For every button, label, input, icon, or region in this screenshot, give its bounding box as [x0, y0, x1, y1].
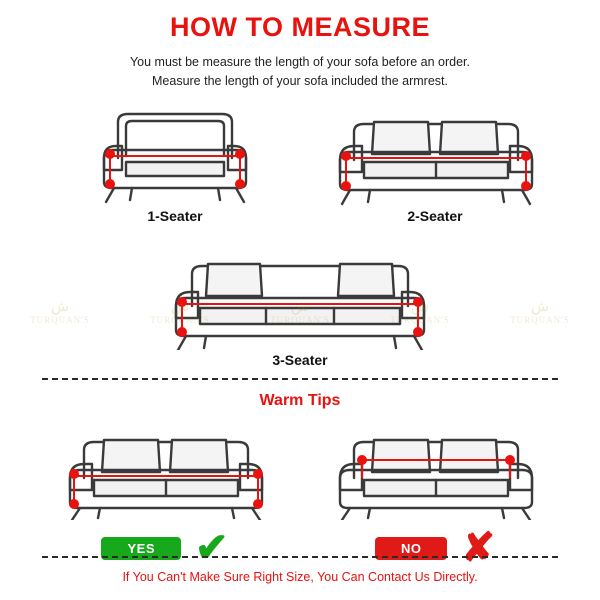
two-seater-caption: 2-Seater	[407, 208, 463, 224]
one-seater-caption: 1-Seater	[147, 208, 203, 224]
contact-note: If You Can't Make Sure Right Size, You Can Contact Us Directly.	[122, 570, 478, 584]
watermark-glyph: ش	[50, 298, 70, 315]
two-seater-illustration	[310, 96, 560, 206]
watermark-glyph: ش	[530, 298, 550, 315]
instruction-text	[70, 53, 530, 92]
divider-top	[42, 378, 558, 380]
one-seater-illustration	[60, 96, 290, 206]
incorrect-example	[310, 420, 560, 568]
watermark-text: TURQUAN'S	[390, 314, 450, 325]
two-seater-block	[310, 96, 560, 224]
watermark-text: TURQUAN'S	[510, 314, 570, 325]
watermark-text: TURQUAN'S	[150, 314, 210, 325]
watermark-glyph: ش	[290, 298, 310, 315]
page-title: HOW TO MEASURE	[169, 12, 430, 42]
cross-icon: ✘	[461, 526, 495, 570]
correct-illustration	[40, 420, 290, 520]
instruction-line-2: Measure the length of your sofa included the armrest.	[152, 74, 448, 89]
instruction-line-1: You must be measure the length of your sofa before an order.	[129, 55, 471, 69]
incorrect-illustration	[310, 420, 560, 520]
divider-bottom	[42, 556, 558, 558]
one-seater-block	[60, 96, 290, 224]
three-seater-illustration	[0, 240, 600, 350]
three-seater-caption: 3-Seater	[272, 352, 328, 368]
correct-example	[40, 420, 290, 568]
correct-label-group	[40, 528, 290, 568]
three-seater-block	[0, 240, 600, 368]
no-badge: NO	[375, 537, 448, 560]
watermark-text: TURQUAN'S	[30, 314, 90, 325]
yes-badge: YES	[101, 537, 181, 560]
incorrect-label-group	[310, 528, 560, 568]
check-icon: ✔	[195, 526, 229, 570]
warm-tips-heading: Warm Tips	[259, 392, 341, 409]
